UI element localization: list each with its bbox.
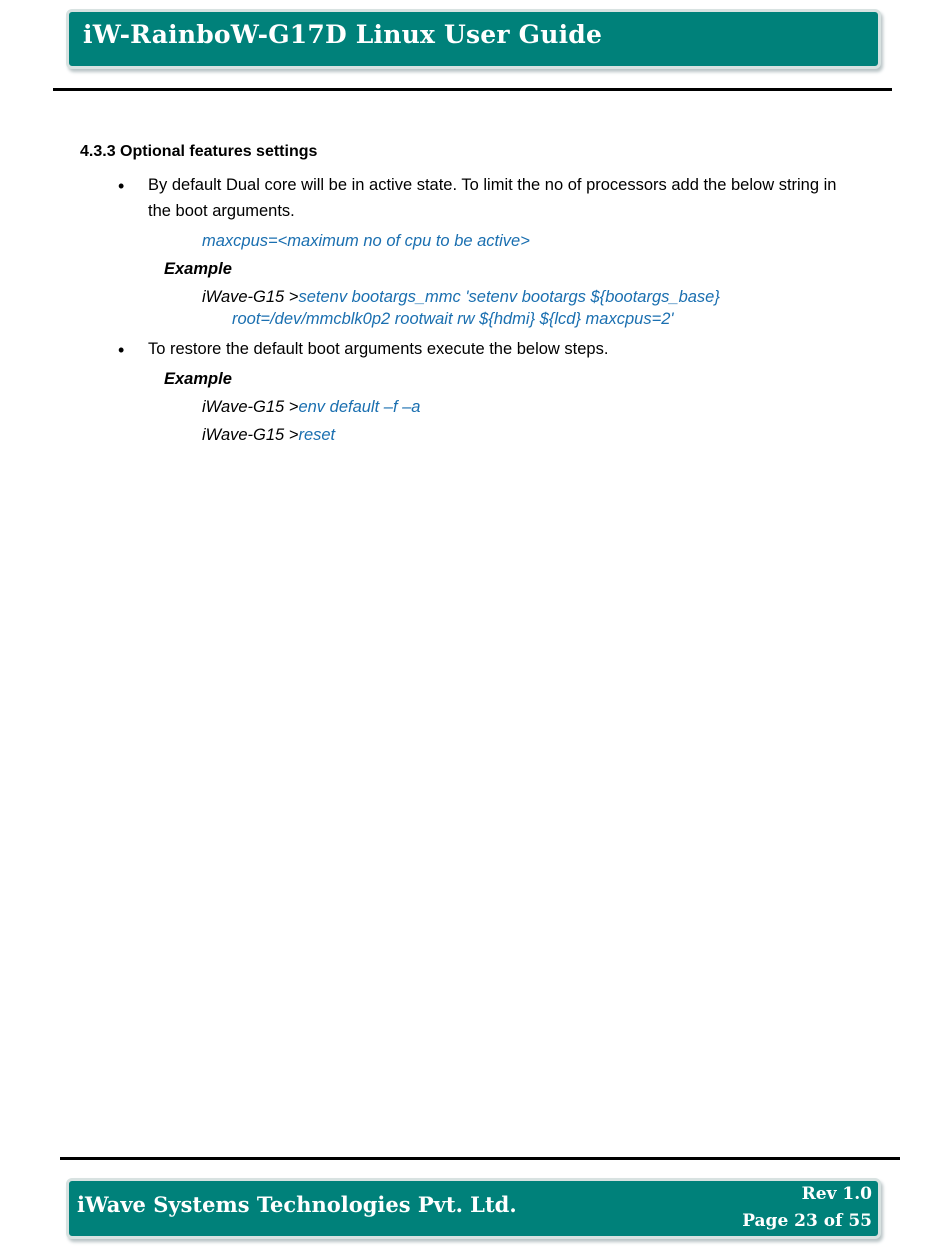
setenv-command: setenv bootargs_mmc 'setenv bootargs ${bootargs_base} [298,288,720,306]
shell-prompt: iWave-G15 > [202,288,299,306]
example-label-1: Example [164,260,232,278]
header-divider [53,88,892,91]
revision-label: Rev 1.0 [801,1184,872,1204]
header-banner [66,9,881,69]
section-heading: 4.3.3 Optional features settings [80,143,318,160]
maxcpus-command: maxcpus=<maximum no of cpu to be active> [202,232,530,250]
shell-prompt: iWave-G15 > [202,426,299,444]
footer-banner [66,1178,881,1239]
reset-command: reset [298,426,336,444]
env-default-command: env default –f –a [298,398,421,416]
code-line-setenv [202,288,720,307]
bullet-icon: • [118,176,125,196]
document-title: iW-RainboW-G17D Linux User Guide [83,20,603,49]
example-label-2: Example [164,370,232,388]
shell-prompt: iWave-G15 > [202,398,299,416]
company-name: iWave Systems Technologies Pvt. Ltd. [77,1192,517,1217]
bullet-1-text-line-2: the boot arguments. [148,202,295,220]
code-line-env-default [202,398,420,417]
bullet-2-text: To restore the default boot arguments execute the below steps. [148,340,609,358]
code-line-reset [202,426,335,445]
setenv-command-continued: root=/dev/mmcblk0p2 rootwait rw ${hdmi} ${lcd} maxcpus=2' [232,310,674,328]
footer-divider [60,1157,900,1160]
page-number: Page 23 of 55 [742,1211,872,1231]
bullet-icon: • [118,340,125,360]
bullet-1-text-line-1: By default Dual core will be in active state. To limit the no of processors add the below string in [148,176,837,194]
